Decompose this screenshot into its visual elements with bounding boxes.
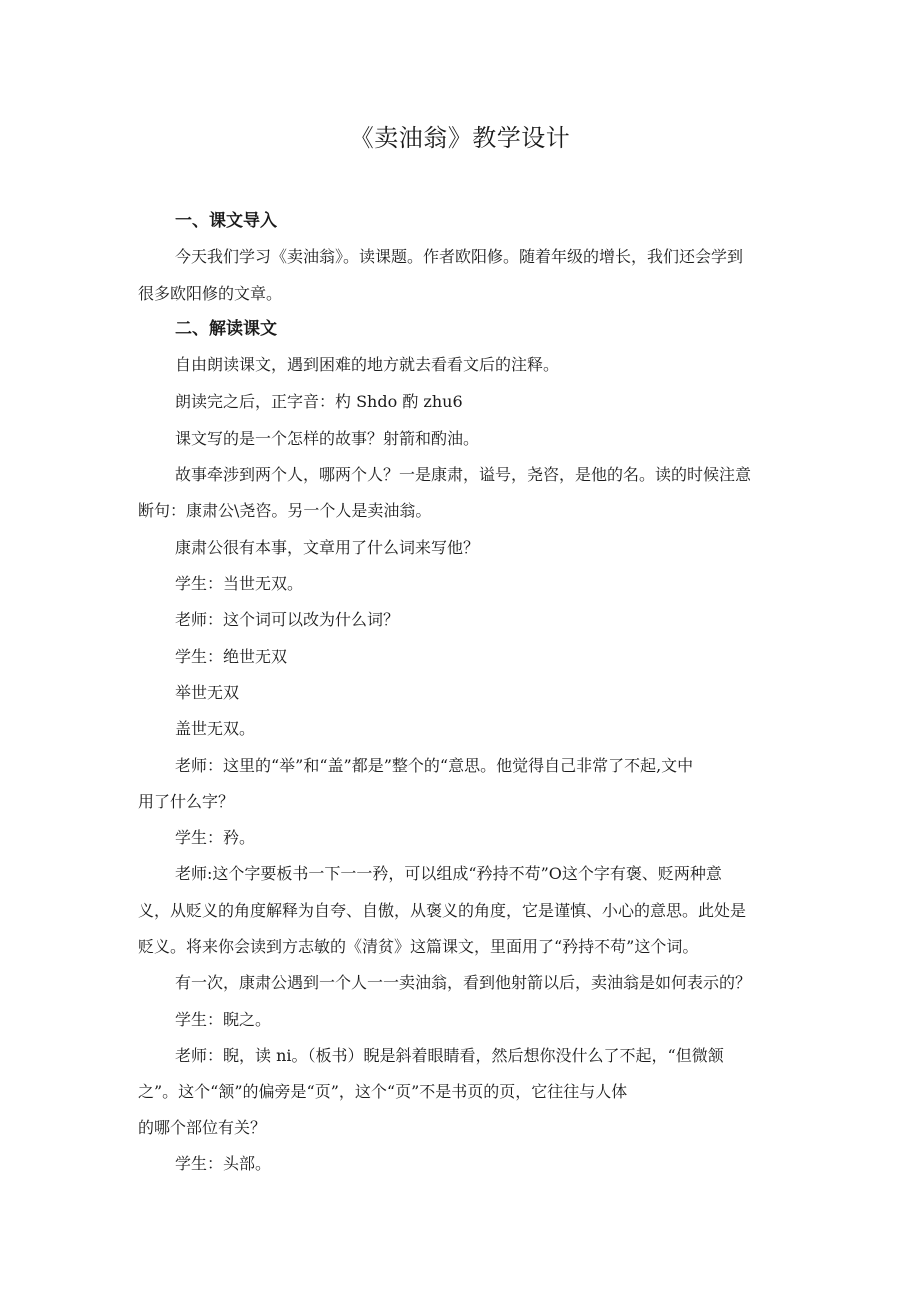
paragraph-line: 很多欧阳修的文章。 — [138, 284, 283, 303]
dialogue-line: 老师:这个字要板书一下一一矜，可以组成“矜持不苟”O这个字有褒、贬两种意 — [175, 864, 722, 883]
paragraph-line: 故事牵涉到两个人，哪两个人？一是康肃，谥号，尧咨，是他的名。读的时候注意 — [175, 465, 752, 484]
dialogue-line: 之”。这个“颔”的偏旁是“页”，这个“页”不是书页的页，它往往与人体 — [138, 1082, 628, 1101]
dialogue-line: 学生：矜。 — [175, 828, 256, 847]
paragraph-line: 断句：康肃公\尧咨。另一个人是卖油翁。 — [138, 501, 432, 520]
dialogue-line: 老师：这里的“举”和“盖”都是”整个的“意思。他觉得自己非常了不起,文中 — [175, 756, 694, 775]
paragraph-line: 有一次，康肃公遇到一个人一一卖油翁，看到他射箭以后，卖油翁是如何表示的？ — [175, 973, 752, 992]
paragraph-line: 朗读完之后，正字音：杓 Shdo 酌 zhu6 — [175, 392, 463, 411]
dialogue-line: 的哪个部位有关？ — [138, 1118, 267, 1137]
dialogue-line: 老师：这个词可以改为什么词？ — [175, 610, 400, 629]
dialogue-line: 用了什么字？ — [138, 792, 235, 811]
paragraph-line: 自由朗读课文，遇到困难的地方就去看看文后的注释。 — [175, 355, 560, 374]
dialogue-line: 学生：头部。 — [175, 1154, 272, 1173]
document-title: 《卖油翁》教学设计 — [349, 124, 571, 152]
paragraph-line: 今天我们学习《卖油翁》。读课题。作者欧阳修。随着年级的增长，我们还会学到 — [175, 247, 744, 266]
dialogue-line: 义，从贬义的角度解释为自夸、自傲，从褒义的角度，它是谨慎、小心的意思。此处是 — [138, 901, 747, 920]
dialogue-line: 贬义。将来你会读到方志敏的《清贫》这篇课文，里面用了“矜持不苟”这个词。 — [138, 937, 699, 956]
dialogue-line: 盖世无双。 — [175, 719, 256, 738]
dialogue-line: 学生：当世无双。 — [175, 574, 304, 593]
paragraph-line: 康肃公很有本事，文章用了什么词来写他？ — [175, 538, 480, 557]
section-heading-reading: 二、解读课文 — [175, 319, 277, 339]
paragraph-line: 课文写的是一个怎样的故事？射箭和酌油。 — [175, 429, 480, 448]
dialogue-line: 学生：绝世无双 — [175, 647, 288, 666]
section-heading-intro: 一、课文导入 — [175, 211, 277, 231]
dialogue-line: 老师：睨，读 ni。（板书）睨是斜着眼睛看，然后想你没什么了不起，“但微颔 — [175, 1046, 724, 1065]
dialogue-line: 举世无双 — [175, 683, 240, 702]
dialogue-line: 学生：睨之。 — [175, 1010, 272, 1029]
